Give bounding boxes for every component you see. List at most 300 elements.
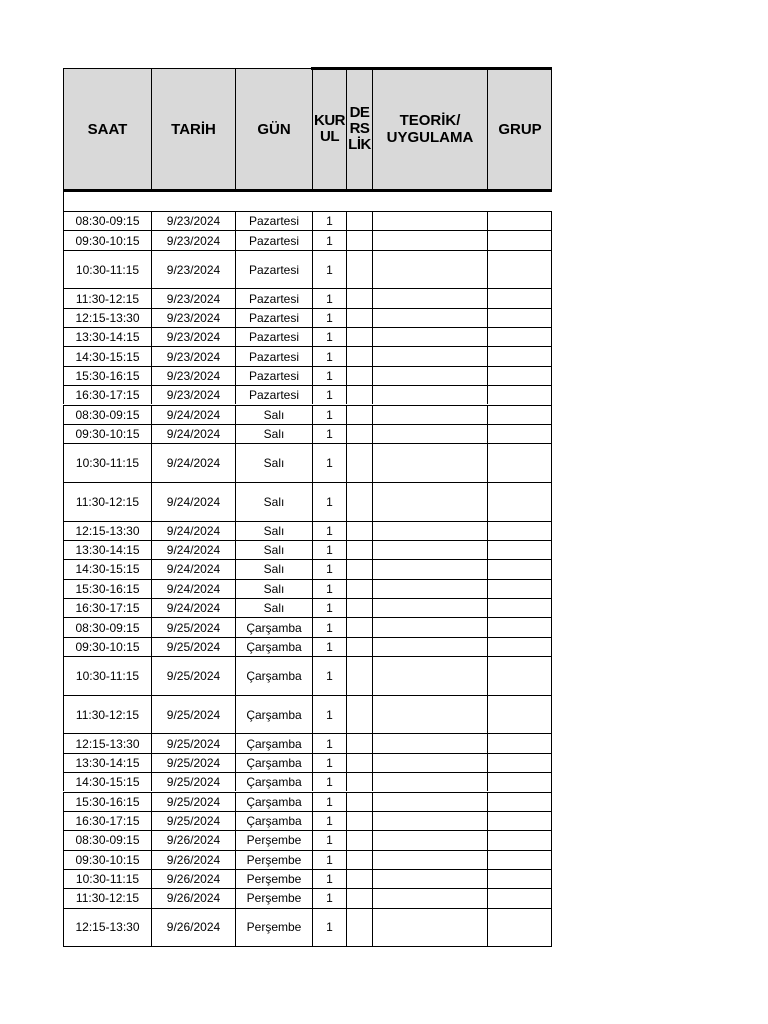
table-row bbox=[63, 637, 552, 656]
cell-kurul[interactable] bbox=[312, 753, 346, 772]
cell-derslik[interactable] bbox=[346, 482, 372, 521]
cell-kurul[interactable] bbox=[312, 540, 346, 559]
cell-grup[interactable] bbox=[487, 308, 552, 327]
cell-derslik[interactable] bbox=[346, 230, 372, 249]
cell-saat-value: 12:15-13:30 bbox=[75, 736, 140, 751]
cell-derslik[interactable] bbox=[346, 637, 372, 656]
cell-teorik[interactable] bbox=[372, 405, 487, 424]
cell-tarih[interactable] bbox=[151, 830, 235, 849]
cell-derslik[interactable] bbox=[346, 908, 372, 947]
cell-gun[interactable] bbox=[235, 695, 312, 734]
cell-saat-value: 13:30-14:15 bbox=[75, 755, 140, 770]
cell-saat[interactable] bbox=[63, 521, 151, 540]
cell-grup[interactable] bbox=[487, 850, 552, 869]
cell-kurul[interactable] bbox=[312, 230, 346, 249]
cell-grup[interactable] bbox=[487, 521, 552, 540]
cell-derslik[interactable] bbox=[346, 850, 372, 869]
cell-saat-value: 15:30-16:15 bbox=[75, 368, 140, 383]
cell-kurul-value: 1 bbox=[326, 668, 333, 683]
cell-tarih[interactable] bbox=[151, 637, 235, 656]
cell-tarih[interactable] bbox=[151, 772, 235, 791]
cell-kurul[interactable] bbox=[312, 346, 346, 365]
cell-tarih-value: 9/23/2024 bbox=[166, 214, 221, 229]
cell-tarih[interactable] bbox=[151, 211, 235, 230]
cell-saat[interactable] bbox=[63, 811, 151, 830]
cell-tarih[interactable] bbox=[151, 792, 235, 811]
cell-grup[interactable] bbox=[487, 385, 552, 404]
cell-gun[interactable] bbox=[235, 424, 312, 443]
cell-tarih[interactable] bbox=[151, 385, 235, 404]
cell-derslik[interactable] bbox=[346, 888, 372, 907]
cell-gun[interactable] bbox=[235, 617, 312, 636]
cell-tarih[interactable] bbox=[151, 598, 235, 617]
cell-gun[interactable] bbox=[235, 521, 312, 540]
cell-gun[interactable] bbox=[235, 811, 312, 830]
cell-gun[interactable] bbox=[235, 850, 312, 869]
cell-gun[interactable] bbox=[235, 579, 312, 598]
cell-gun[interactable] bbox=[235, 288, 312, 307]
cell-kurul[interactable] bbox=[312, 695, 346, 734]
cell-tarih[interactable] bbox=[151, 850, 235, 869]
cell-teorik[interactable] bbox=[372, 250, 487, 289]
cell-tarih-value: 9/24/2024 bbox=[166, 523, 221, 538]
cell-derslik[interactable] bbox=[346, 792, 372, 811]
cell-tarih-value: 9/26/2024 bbox=[166, 852, 221, 867]
cell-grup[interactable] bbox=[487, 346, 552, 365]
cell-gun[interactable] bbox=[235, 656, 312, 695]
cell-derslik[interactable] bbox=[346, 327, 372, 346]
cell-derslik[interactable] bbox=[346, 772, 372, 791]
cell-teorik[interactable] bbox=[372, 792, 487, 811]
table-bottom-border bbox=[63, 946, 552, 947]
cell-gun[interactable] bbox=[235, 908, 312, 947]
cell-kurul[interactable] bbox=[312, 733, 346, 752]
cell-saat[interactable] bbox=[63, 888, 151, 907]
cell-grup[interactable] bbox=[487, 579, 552, 598]
cell-saat[interactable] bbox=[63, 443, 151, 482]
cell-grup[interactable] bbox=[487, 288, 552, 307]
cell-saat-value: 16:30-17:15 bbox=[75, 814, 140, 829]
header-gun[interactable] bbox=[235, 68, 312, 189]
table-row bbox=[63, 733, 552, 752]
cell-tarih[interactable] bbox=[151, 540, 235, 559]
cell-derslik[interactable] bbox=[346, 521, 372, 540]
cell-kurul-value: 1 bbox=[326, 707, 333, 722]
table-row bbox=[63, 753, 552, 772]
cell-gun-value: Salı bbox=[263, 494, 285, 509]
cell-tarih-value: 9/24/2024 bbox=[166, 543, 221, 558]
table-row bbox=[63, 230, 552, 249]
cell-saat[interactable] bbox=[63, 656, 151, 695]
cell-tarih[interactable] bbox=[151, 695, 235, 734]
cell-tarih[interactable] bbox=[151, 346, 235, 365]
cell-grup[interactable] bbox=[487, 366, 552, 385]
cell-tarih[interactable] bbox=[151, 230, 235, 249]
cell-tarih-value: 9/23/2024 bbox=[166, 368, 221, 383]
cell-kurul[interactable] bbox=[312, 250, 346, 289]
cell-tarih-value: 9/24/2024 bbox=[166, 562, 221, 577]
cell-teorik[interactable] bbox=[372, 540, 487, 559]
cell-tarih[interactable] bbox=[151, 366, 235, 385]
cell-kurul[interactable] bbox=[312, 869, 346, 888]
header-derslik[interactable] bbox=[346, 68, 372, 189]
header-kurul[interactable] bbox=[312, 68, 346, 189]
cell-teorik[interactable] bbox=[372, 772, 487, 791]
cell-tarih[interactable] bbox=[151, 656, 235, 695]
header-tarih[interactable] bbox=[151, 68, 235, 189]
cell-saat[interactable] bbox=[63, 424, 151, 443]
cell-gun[interactable] bbox=[235, 888, 312, 907]
cell-teorik[interactable] bbox=[372, 443, 487, 482]
cell-saat[interactable] bbox=[63, 230, 151, 249]
cell-teorik[interactable] bbox=[372, 521, 487, 540]
cell-teorik[interactable] bbox=[372, 308, 487, 327]
cell-kurul[interactable] bbox=[312, 830, 346, 849]
cell-kurul[interactable] bbox=[312, 521, 346, 540]
cell-saat[interactable] bbox=[63, 288, 151, 307]
cell-tarih-value: 9/23/2024 bbox=[166, 310, 221, 325]
cell-kurul[interactable] bbox=[312, 598, 346, 617]
cell-teorik[interactable] bbox=[372, 598, 487, 617]
cell-tarih[interactable] bbox=[151, 888, 235, 907]
cell-kurul[interactable] bbox=[312, 308, 346, 327]
cell-teorik[interactable] bbox=[372, 230, 487, 249]
cell-derslik[interactable] bbox=[346, 869, 372, 888]
cell-saat[interactable] bbox=[63, 695, 151, 734]
cell-teorik[interactable] bbox=[372, 850, 487, 869]
cell-kurul-value: 1 bbox=[326, 543, 333, 558]
cell-derslik[interactable] bbox=[346, 405, 372, 424]
cell-teorik[interactable] bbox=[372, 753, 487, 772]
cell-kurul[interactable] bbox=[312, 327, 346, 346]
cell-teorik[interactable] bbox=[372, 637, 487, 656]
cell-grup[interactable] bbox=[487, 327, 552, 346]
cell-kurul[interactable] bbox=[312, 405, 346, 424]
cell-derslik[interactable] bbox=[346, 288, 372, 307]
cell-kurul[interactable] bbox=[312, 288, 346, 307]
cell-kurul[interactable] bbox=[312, 211, 346, 230]
cell-kurul[interactable] bbox=[312, 656, 346, 695]
cell-saat[interactable] bbox=[63, 308, 151, 327]
cell-gun[interactable] bbox=[235, 346, 312, 365]
table-row bbox=[63, 811, 552, 830]
cell-teorik[interactable] bbox=[372, 482, 487, 521]
cell-tarih-value: 9/25/2024 bbox=[166, 736, 221, 751]
table-right-border bbox=[551, 211, 552, 947]
cell-tarih-value: 9/24/2024 bbox=[166, 581, 221, 596]
cell-gun[interactable] bbox=[235, 792, 312, 811]
cell-saat-value: 08:30-09:15 bbox=[75, 214, 140, 229]
cell-gun[interactable] bbox=[235, 753, 312, 772]
cell-derslik[interactable] bbox=[346, 656, 372, 695]
cell-grup[interactable] bbox=[487, 598, 552, 617]
cell-grup[interactable] bbox=[487, 540, 552, 559]
cell-gun[interactable] bbox=[235, 869, 312, 888]
cell-saat-value: 13:30-14:15 bbox=[75, 330, 140, 345]
cell-tarih[interactable] bbox=[151, 405, 235, 424]
cell-teorik[interactable] bbox=[372, 811, 487, 830]
cell-gun-value: Salı bbox=[263, 562, 285, 577]
cell-grup[interactable] bbox=[487, 405, 552, 424]
header-kurul-line1: KUR bbox=[314, 112, 345, 129]
cell-kurul-value: 1 bbox=[326, 775, 333, 790]
header-saat[interactable] bbox=[63, 68, 151, 189]
cell-tarih[interactable] bbox=[151, 424, 235, 443]
table-row bbox=[63, 772, 552, 791]
cell-saat-value: 11:30-12:15 bbox=[75, 494, 140, 509]
cell-kurul-value: 1 bbox=[326, 349, 333, 364]
header-gun-label: GÜN bbox=[257, 120, 291, 138]
cell-teorik[interactable] bbox=[372, 617, 487, 636]
cell-gun-value: Pazartesi bbox=[248, 388, 300, 403]
cell-derslik[interactable] bbox=[346, 753, 372, 772]
cell-kurul[interactable] bbox=[312, 443, 346, 482]
cell-derslik[interactable] bbox=[346, 366, 372, 385]
table-row bbox=[63, 540, 552, 559]
cell-kurul[interactable] bbox=[312, 559, 346, 578]
cell-kurul[interactable] bbox=[312, 637, 346, 656]
cell-gun[interactable] bbox=[235, 830, 312, 849]
cell-saat[interactable] bbox=[63, 482, 151, 521]
cell-saat[interactable] bbox=[63, 733, 151, 752]
cell-kurul[interactable] bbox=[312, 772, 346, 791]
cell-saat-value: 08:30-09:15 bbox=[75, 407, 140, 422]
cell-derslik[interactable] bbox=[346, 443, 372, 482]
gap-left-border bbox=[63, 189, 64, 211]
cell-tarih[interactable] bbox=[151, 753, 235, 772]
cell-tarih[interactable] bbox=[151, 811, 235, 830]
cell-derslik[interactable] bbox=[346, 308, 372, 327]
cell-gun[interactable] bbox=[235, 559, 312, 578]
cell-teorik[interactable] bbox=[372, 579, 487, 598]
cell-grup[interactable] bbox=[487, 830, 552, 849]
cell-teorik[interactable] bbox=[372, 559, 487, 578]
cell-derslik[interactable] bbox=[346, 385, 372, 404]
cell-derslik[interactable] bbox=[346, 559, 372, 578]
cell-grup[interactable] bbox=[487, 811, 552, 830]
cell-teorik[interactable] bbox=[372, 327, 487, 346]
cell-teorik[interactable] bbox=[372, 908, 487, 947]
cell-saat[interactable] bbox=[63, 792, 151, 811]
cell-gun[interactable] bbox=[235, 772, 312, 791]
cell-grup[interactable] bbox=[487, 482, 552, 521]
cell-teorik[interactable] bbox=[372, 830, 487, 849]
table-row bbox=[63, 695, 552, 734]
cell-derslik[interactable] bbox=[346, 211, 372, 230]
table-row bbox=[63, 598, 552, 617]
header-teorik-line2: UYGULAMA bbox=[386, 129, 474, 146]
cell-tarih[interactable] bbox=[151, 308, 235, 327]
cell-gun[interactable] bbox=[235, 230, 312, 249]
cell-kurul[interactable] bbox=[312, 888, 346, 907]
cell-gun-value: Perşembe bbox=[246, 920, 302, 935]
cell-grup[interactable] bbox=[487, 695, 552, 734]
cell-grup[interactable] bbox=[487, 424, 552, 443]
cell-kurul-value: 1 bbox=[326, 407, 333, 422]
cell-kurul[interactable] bbox=[312, 811, 346, 830]
table-row bbox=[63, 405, 552, 424]
header-derslik-line1: DE bbox=[349, 104, 370, 121]
cell-saat-value: 10:30-11:15 bbox=[75, 456, 140, 471]
cell-kurul[interactable] bbox=[312, 366, 346, 385]
cell-gun[interactable] bbox=[235, 211, 312, 230]
cell-gun[interactable] bbox=[235, 540, 312, 559]
cell-derslik[interactable] bbox=[346, 250, 372, 289]
cell-saat-value: 14:30-15:15 bbox=[75, 349, 140, 364]
cell-teorik[interactable] bbox=[372, 385, 487, 404]
cell-teorik[interactable] bbox=[372, 366, 487, 385]
cell-kurul[interactable] bbox=[312, 617, 346, 636]
cell-grup[interactable] bbox=[487, 559, 552, 578]
cell-saat[interactable] bbox=[63, 346, 151, 365]
cell-gun-value: Salı bbox=[263, 427, 285, 442]
cell-grup[interactable] bbox=[487, 656, 552, 695]
cell-grup[interactable] bbox=[487, 617, 552, 636]
header-grup[interactable] bbox=[487, 68, 552, 189]
cell-grup[interactable] bbox=[487, 888, 552, 907]
cell-saat[interactable] bbox=[63, 211, 151, 230]
cell-teorik[interactable] bbox=[372, 211, 487, 230]
cell-derslik[interactable] bbox=[346, 617, 372, 636]
cell-teorik[interactable] bbox=[372, 733, 487, 752]
cell-teorik[interactable] bbox=[372, 888, 487, 907]
cell-derslik[interactable] bbox=[346, 424, 372, 443]
cell-saat-value: 11:30-12:15 bbox=[75, 291, 140, 306]
cell-saat[interactable] bbox=[63, 617, 151, 636]
cell-tarih-value: 9/26/2024 bbox=[166, 891, 221, 906]
cell-grup[interactable] bbox=[487, 443, 552, 482]
cell-saat[interactable] bbox=[63, 598, 151, 617]
cell-saat[interactable] bbox=[63, 366, 151, 385]
cell-gun[interactable] bbox=[235, 598, 312, 617]
cell-saat[interactable] bbox=[63, 327, 151, 346]
table-row bbox=[63, 830, 552, 849]
cell-grup[interactable] bbox=[487, 733, 552, 752]
cell-kurul[interactable] bbox=[312, 579, 346, 598]
cell-gun-value: Perşembe bbox=[246, 891, 302, 906]
cell-saat[interactable] bbox=[63, 908, 151, 947]
cell-tarih[interactable] bbox=[151, 559, 235, 578]
cell-derslik[interactable] bbox=[346, 695, 372, 734]
cell-teorik[interactable] bbox=[372, 288, 487, 307]
cell-kurul-value: 1 bbox=[326, 736, 333, 751]
cell-grup[interactable] bbox=[487, 869, 552, 888]
cell-saat[interactable] bbox=[63, 869, 151, 888]
cell-kurul[interactable] bbox=[312, 424, 346, 443]
cell-grup[interactable] bbox=[487, 792, 552, 811]
cell-derslik[interactable] bbox=[346, 579, 372, 598]
cell-tarih[interactable] bbox=[151, 250, 235, 289]
cell-saat[interactable] bbox=[63, 250, 151, 289]
cell-derslik[interactable] bbox=[346, 540, 372, 559]
cell-gun[interactable] bbox=[235, 482, 312, 521]
cell-tarih[interactable] bbox=[151, 482, 235, 521]
cell-saat[interactable] bbox=[63, 540, 151, 559]
cell-kurul[interactable] bbox=[312, 792, 346, 811]
cell-kurul-value: 1 bbox=[326, 639, 333, 654]
cell-gun[interactable] bbox=[235, 637, 312, 656]
cell-kurul[interactable] bbox=[312, 482, 346, 521]
cell-saat[interactable] bbox=[63, 830, 151, 849]
cell-saat[interactable] bbox=[63, 405, 151, 424]
cell-saat-value: 15:30-16:15 bbox=[75, 581, 140, 596]
header-teorik-uygulama[interactable] bbox=[372, 68, 487, 189]
cell-grup[interactable] bbox=[487, 908, 552, 947]
cell-gun[interactable] bbox=[235, 308, 312, 327]
cell-saat[interactable] bbox=[63, 559, 151, 578]
table-row bbox=[63, 366, 552, 385]
cell-tarih[interactable] bbox=[151, 617, 235, 636]
cell-saat-value: 11:30-12:15 bbox=[75, 707, 140, 722]
cell-kurul[interactable] bbox=[312, 908, 346, 947]
cell-tarih[interactable] bbox=[151, 288, 235, 307]
cell-tarih[interactable] bbox=[151, 579, 235, 598]
cell-tarih[interactable] bbox=[151, 443, 235, 482]
cell-tarih[interactable] bbox=[151, 733, 235, 752]
table-row bbox=[63, 385, 552, 404]
cell-gun[interactable] bbox=[235, 733, 312, 752]
cell-gun[interactable] bbox=[235, 385, 312, 404]
cell-kurul-value: 1 bbox=[326, 214, 333, 229]
cell-derslik[interactable] bbox=[346, 598, 372, 617]
cell-tarih[interactable] bbox=[151, 908, 235, 947]
cell-tarih[interactable] bbox=[151, 521, 235, 540]
cell-saat-value: 12:15-13:30 bbox=[75, 920, 140, 935]
cell-kurul-value: 1 bbox=[326, 456, 333, 471]
cell-derslik[interactable] bbox=[346, 830, 372, 849]
cell-saat[interactable] bbox=[63, 850, 151, 869]
cell-tarih[interactable] bbox=[151, 327, 235, 346]
cell-gun-value: Pazartesi bbox=[248, 310, 300, 325]
cell-gun[interactable] bbox=[235, 443, 312, 482]
cell-saat-value: 13:30-14:15 bbox=[75, 543, 140, 558]
cell-gun[interactable] bbox=[235, 366, 312, 385]
cell-kurul-value: 1 bbox=[326, 581, 333, 596]
header-tarih-label: TARİH bbox=[171, 120, 216, 138]
cell-saat[interactable] bbox=[63, 385, 151, 404]
cell-teorik[interactable] bbox=[372, 869, 487, 888]
cell-derslik[interactable] bbox=[346, 733, 372, 752]
cell-gun[interactable] bbox=[235, 250, 312, 289]
cell-saat[interactable] bbox=[63, 753, 151, 772]
cell-gun[interactable] bbox=[235, 327, 312, 346]
cell-grup[interactable] bbox=[487, 753, 552, 772]
cell-saat[interactable] bbox=[63, 772, 151, 791]
cell-grup[interactable] bbox=[487, 772, 552, 791]
cell-kurul-value: 1 bbox=[326, 601, 333, 616]
cell-saat-value: 11:30-12:15 bbox=[75, 891, 140, 906]
cell-gun-value: Salı bbox=[263, 407, 285, 422]
cell-saat[interactable] bbox=[63, 579, 151, 598]
cell-derslik[interactable] bbox=[346, 346, 372, 365]
cell-grup[interactable] bbox=[487, 637, 552, 656]
cell-teorik[interactable] bbox=[372, 656, 487, 695]
table-row bbox=[63, 559, 552, 578]
cell-grup[interactable] bbox=[487, 211, 552, 230]
cell-teorik[interactable] bbox=[372, 424, 487, 443]
cell-saat[interactable] bbox=[63, 637, 151, 656]
cell-grup[interactable] bbox=[487, 230, 552, 249]
cell-grup[interactable] bbox=[487, 250, 552, 289]
cell-kurul[interactable] bbox=[312, 850, 346, 869]
cell-tarih[interactable] bbox=[151, 869, 235, 888]
cell-derslik[interactable] bbox=[346, 811, 372, 830]
cell-teorik[interactable] bbox=[372, 695, 487, 734]
cell-gun[interactable] bbox=[235, 405, 312, 424]
cell-gun-value: Çarşamba bbox=[246, 794, 302, 809]
cell-kurul[interactable] bbox=[312, 385, 346, 404]
cell-teorik[interactable] bbox=[372, 346, 487, 365]
